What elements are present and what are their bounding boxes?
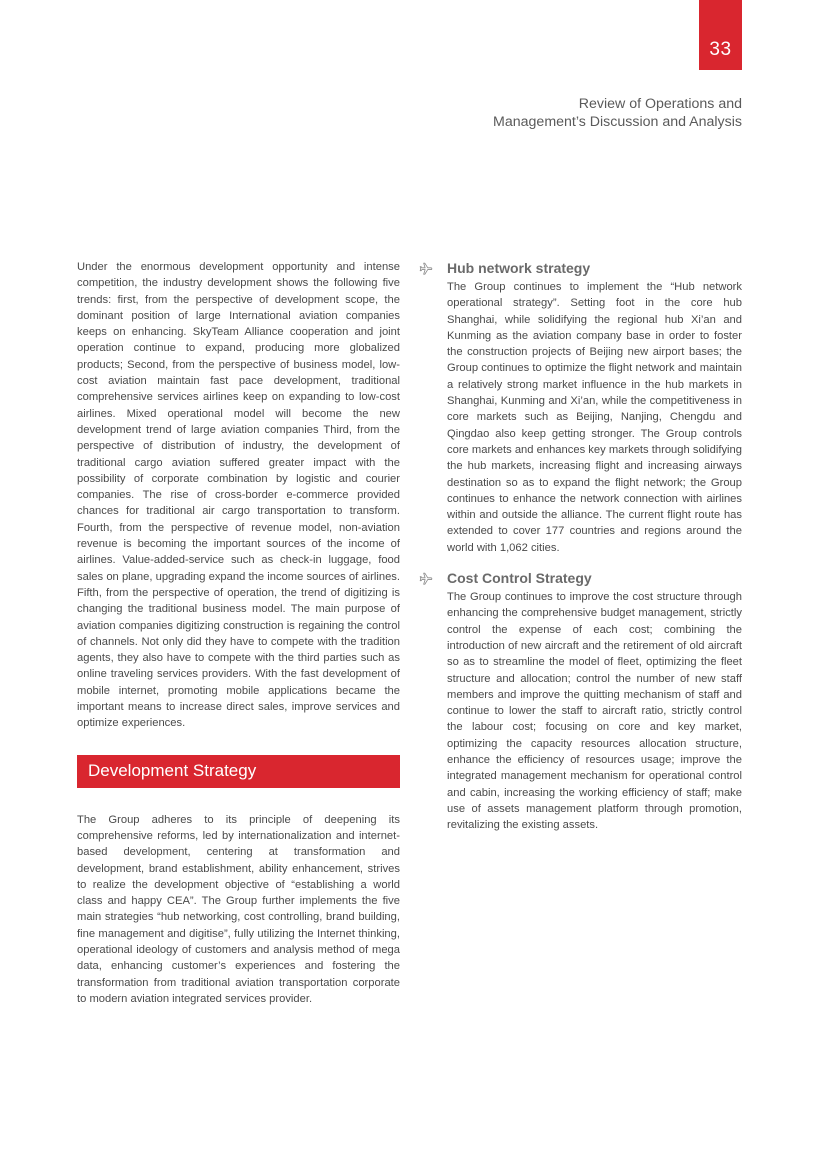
strategy-body: The Group continues to improve the cost structure through enhancing the comprehensive budget management, strictly control the expense of each cost; combining the introduction of new aircraft and the retirement of old aircraft so as to streamline the model of fleet, optimizing the fleet structure and allocation; control the number of new staff members and improve the quitting mechanism of staff and continue to lower the staff to aircraft ratio, strictly control the labour cost; focusing on core and key market, optimizing the capacity resources allocation structure, enhance the efficiency of resources usage; improve the integrated management mechanism for operational control and cabin, increasing the working efficiency of staff; make use of assets management platform through promotion, revitalizing the existing assets.	[447, 591, 742, 832]
strategy-title: Cost Control Strategy	[447, 570, 592, 587]
hub-network-strategy-block	[419, 259, 742, 556]
cost-control-strategy-block	[419, 569, 742, 833]
section-header-line1: Review of Operations and	[578, 96, 742, 112]
banner-title: Development Strategy	[88, 761, 257, 781]
strategy-title: Hub network strategy	[447, 260, 591, 276]
development-strategy-banner	[77, 755, 400, 788]
page-number: 33	[709, 39, 732, 60]
left-column	[77, 259, 400, 1007]
page-number-tab	[699, 0, 742, 70]
intro-paragraph: Under the enormous development opportunity and intense competition, the industry development shows the following five trends: first, from the perspective of development scope, the dominant position of large International aviation companies keeps on enhancing. SkyTeam Alliance cooperation and joint operation continue to expand, producing more globalized products; Second, from the perspective of business model, low-cost aviation maintain fast pace development, traditional comprehensive services airlines keep on expanding to low-cost airlines. Mixed operational model will become the new development trend of large aviation companies Third, from the perspective of distribution of industry, the development of traditional cargo aviation suffered greater impact with the possibility of corporate combination by logistic and courier companies. The rise of cross-border e-commerce provided chances for traditional air cargo transportation to transform. Fourth, from the perspective of revenue model, non-aviation revenue is becoming the important sources of the income of airlines. Value-added-service such as check-in luggage, food sales on plane, upgrading expand the income sources of airlines. Fifth, from the perspective of operation, the trend of digitizing is changing the traditional business model. The main purpose of aviation companies digitizing construction is regaining the control of channels. Not only did they have to compete with the tradition agents, they also have to compete with the third parties such as online traveling services providers. With the fast development of mobile internet, promoting mobile applications became the important means to increase direct sales, improve services and optimize experiences.	[77, 261, 400, 730]
development-paragraph: The Group adheres to its principle of deepening its comprehensive reforms, led by internationalization and internet-based development, centering at transformation and development, brand establishment, ability enhancement, strives to realize the development objective of “establishing a world class and happy CEA”. The Group further implements the five main strategies “hub networking, cost controlling, brand building, fine management and digitise”, fully utilizing the Internet thinking, operational ideology of customers and analysis method of mega data, enhancing customer’s experiences and fostering the transformation from traditional aviation transportation corporate to modern aviation integrated services provider.	[77, 813, 400, 1005]
strategy-body: The Group continues to implement the “Hub network operational strategy”. Setting foot in the core hub Shanghai, while solidifying the regional hub Xi’an and Kunming as the aviation company base in order to foster the construction projects of Beijing new airport bases; the Group continues to optimize the flight network and maintain a relatively strong market influence in the hub markets in Shanghai, Kunming and Xi’an, while the competitiveness in core markets such as Beijing, Nanjing, Chengdu and Qingdao also keep getting stronger. The Group controls core markets and enhances key markets through solidifying the hub markets, increasing flight and increasing airways destination so as to expand the flight network; the Group continues to enhance the network connection with airlines within and outside the alliance. The current flight route has extended to cover 177 countries and regions around the world with 1,062 cities.	[447, 281, 742, 554]
section-header-line2: Management’s Discussion and Analysis	[493, 114, 742, 130]
section-header	[493, 95, 742, 131]
airplane-icon	[419, 572, 433, 586]
right-column	[419, 259, 742, 834]
airplane-icon	[419, 262, 433, 276]
